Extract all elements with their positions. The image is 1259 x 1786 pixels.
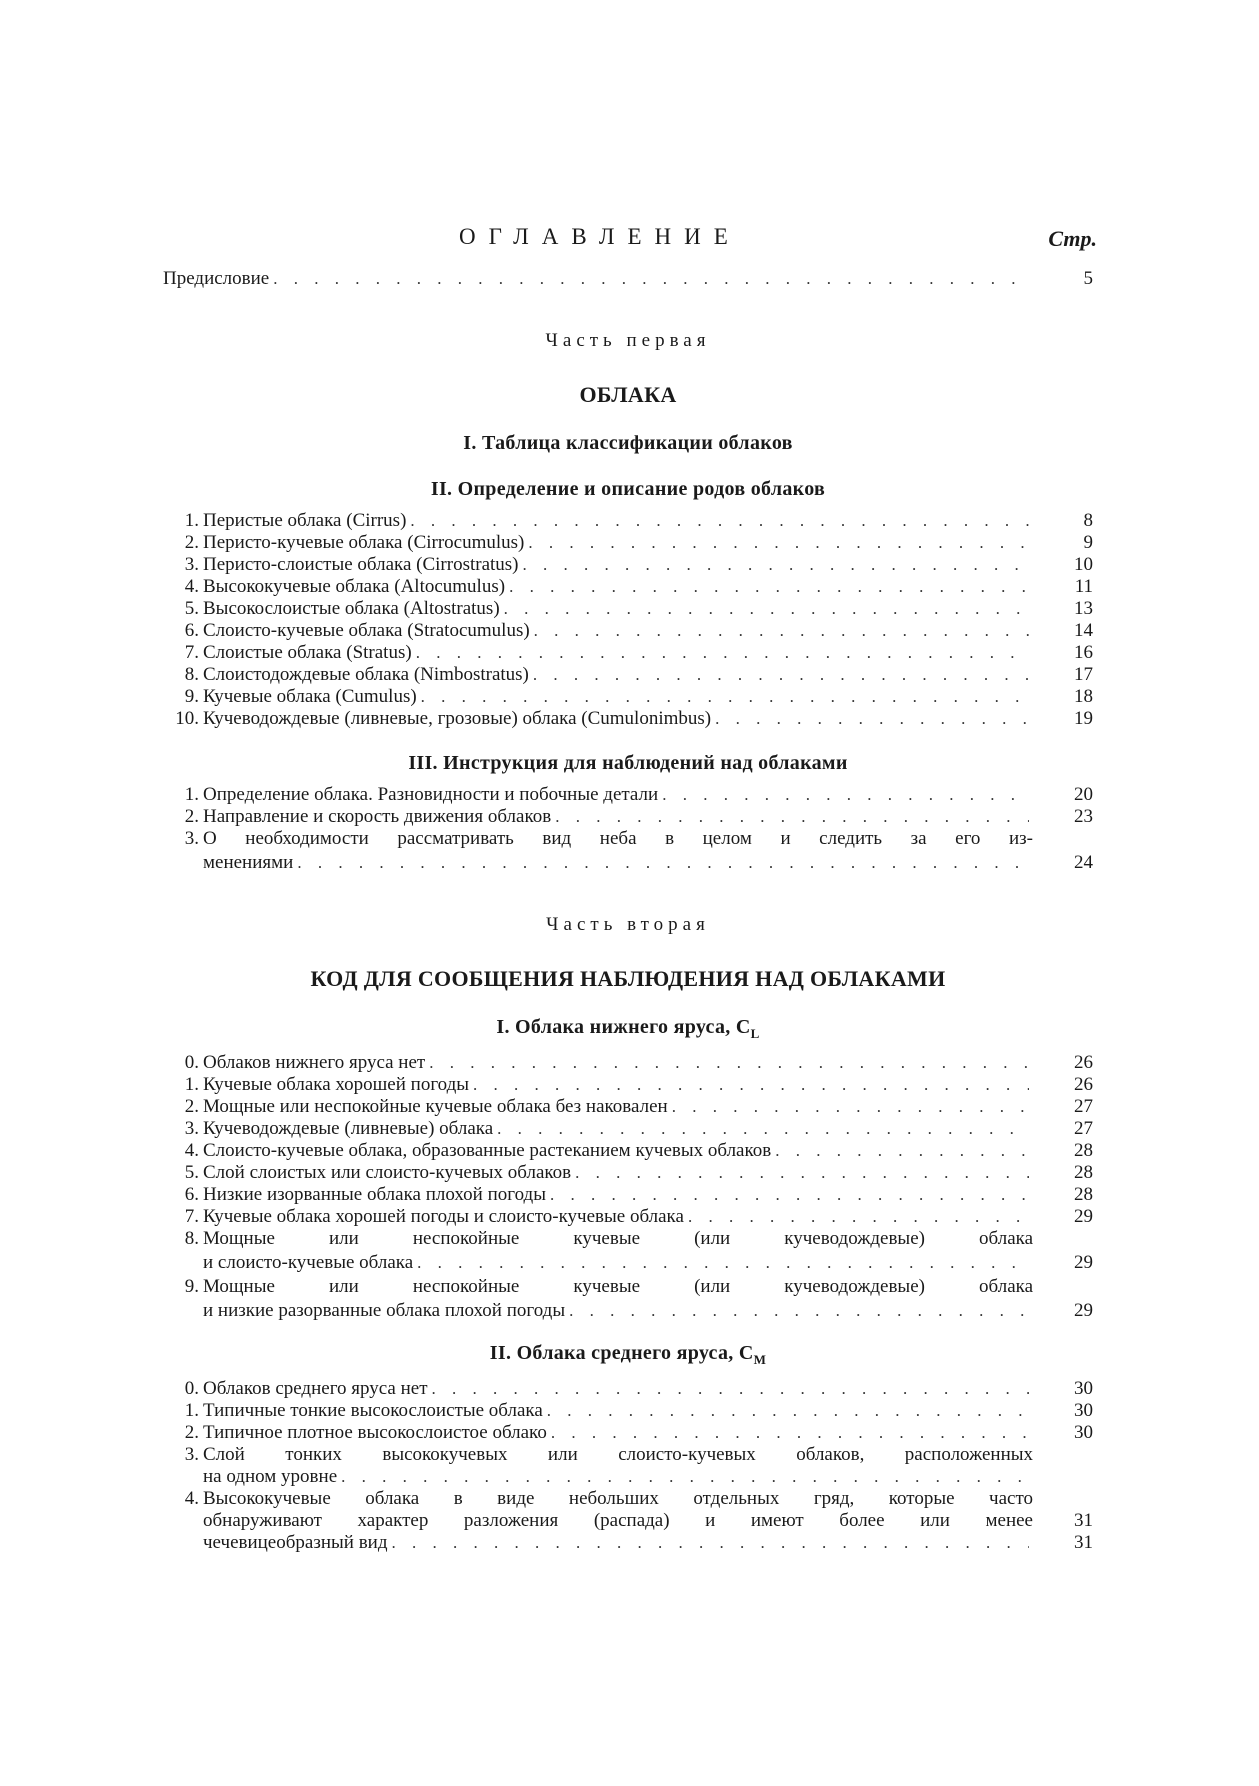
section-heading-subscript: L: [750, 1026, 760, 1041]
section-heading-subscript: M: [753, 1352, 767, 1367]
entry-text: менениями: [203, 852, 294, 873]
leader-dots: [551, 1422, 1029, 1444]
toc-entry[interactable]: [163, 1118, 1093, 1140]
entry-text: Слой слоистых или слоисто-кучевых облаков: [203, 1162, 572, 1183]
leader-dots: [569, 1300, 1029, 1322]
entry-number: 4.: [184, 1488, 199, 1509]
entry-number: 9.: [184, 1276, 199, 1297]
entry-number: 2.: [184, 1096, 199, 1117]
toc-entry[interactable]: [163, 1400, 1093, 1422]
entry-page: 17: [1074, 664, 1093, 685]
toc-entry[interactable]: [163, 708, 1093, 730]
leader-dots: [523, 554, 1029, 576]
entry-text: на одном уровне: [203, 1466, 338, 1487]
entry-text: О необходимости рассматривать вид неба в целом и следить за его из-: [203, 828, 1033, 849]
section-heading[interactable]: I. Таблица классификации облаков: [463, 432, 793, 454]
entry-text: Слоистодождевые облака (Nimbostratus): [203, 664, 529, 685]
entry-page: 19: [1074, 708, 1093, 729]
entry-number: 1.: [184, 784, 199, 805]
toc-entry-continuation[interactable]: [163, 852, 1093, 874]
section-heading[interactable]: [163, 1342, 1093, 1368]
toc-entry-continuation[interactable]: [163, 1466, 1093, 1488]
entry-page: 27: [1074, 1118, 1093, 1139]
entry-page: 31: [1074, 1510, 1093, 1531]
toc-entry[interactable]: [163, 1488, 1093, 1510]
entry-text: Слоисто-кучевые облака, образованные растеканием кучевых облаков: [203, 1140, 772, 1161]
entry-page: 28: [1074, 1184, 1093, 1205]
entry-text: обнаруживают характер разложения (распада) и имеют более или менее: [203, 1510, 1033, 1531]
entry-page: 29: [1074, 1252, 1093, 1273]
toc-entry[interactable]: [163, 620, 1093, 642]
leader-dots: [421, 686, 1029, 708]
part-title: КОД ДЛЯ СООБЩЕНИЯ НАБЛЮДЕНИЯ НАД ОБЛАКАМИ: [310, 966, 946, 991]
entry-number: 4.: [184, 1140, 199, 1161]
leader-dots: [575, 1162, 1029, 1184]
entry-text: Кучеводождевые (ливневые, грозовые) облака (Cumulonimbus): [203, 708, 712, 729]
entry-text: Типичные тонкие высокослоистые облака: [203, 1400, 543, 1421]
toc-entry[interactable]: [163, 1206, 1093, 1228]
leader-dots: [775, 1140, 1029, 1162]
entry-text: Низкие изорванные облака плохой погоды: [203, 1184, 546, 1205]
entry-number: 3.: [184, 1118, 199, 1139]
entry-text: Кучевые облака (Cumulus): [203, 686, 417, 707]
entry-text: Типичное плотное высокослоистое облако: [203, 1422, 547, 1443]
leader-dots: [497, 1118, 1029, 1140]
entry-number: 7.: [184, 642, 199, 663]
section-heading[interactable]: III. Инструкция для наблюдений над облаками: [408, 752, 848, 774]
toc-entry[interactable]: [163, 1074, 1093, 1096]
entry-text: Слой тонких высококучевых или слоисто-кучевых облаков, расположенных: [203, 1444, 1033, 1465]
entry-page: 24: [1074, 852, 1093, 873]
entry-text: Перистые облака (Cirrus): [203, 510, 407, 531]
entry-page: 30: [1074, 1400, 1093, 1421]
leader-dots: [528, 532, 1029, 554]
leader-dots: [550, 1184, 1029, 1206]
entry-page: 9: [1083, 532, 1093, 553]
toc-page: [163, 0, 1097, 1786]
entry-page: 29: [1074, 1300, 1093, 1321]
toc-entry-continuation[interactable]: [163, 1532, 1093, 1554]
toc-entry[interactable]: [163, 664, 1093, 686]
entry-page: 14: [1074, 620, 1093, 641]
entry-number: 6.: [184, 620, 199, 641]
toc-entry[interactable]: [163, 1276, 1093, 1298]
toc-entry-preface[interactable]: [163, 268, 1093, 290]
entry-text: Мощные или неспокойные кучевые облака без наковален: [203, 1096, 668, 1117]
leader-dots: [417, 1252, 1029, 1274]
leader-dots: [547, 1400, 1029, 1422]
toc-entry[interactable]: [163, 1052, 1093, 1074]
entry-number: 6.: [184, 1184, 199, 1205]
entry-number: 5.: [184, 598, 199, 619]
entry-number: 9.: [184, 686, 199, 707]
entry-number: 3.: [184, 1444, 199, 1465]
entry-number: 7.: [184, 1206, 199, 1227]
entry-page: 30: [1074, 1378, 1093, 1399]
leader-dots: [273, 268, 1029, 290]
entry-text: Перисто-слоистые облака (Cirrostratus): [203, 554, 519, 575]
toc-header: [163, 224, 1097, 254]
entry-page: 23: [1074, 806, 1093, 827]
entry-page: 27: [1074, 1096, 1093, 1117]
leader-dots: [504, 598, 1029, 620]
entry-number: 2.: [184, 1422, 199, 1443]
entry-number: 1.: [184, 1400, 199, 1421]
leader-dots: [392, 1532, 1029, 1554]
leader-dots: [533, 664, 1029, 686]
entry-number: 8.: [184, 664, 199, 685]
toc-entry[interactable]: [163, 1162, 1093, 1184]
section-heading[interactable]: II. Определение и описание родов облаков: [430, 478, 826, 500]
toc-entry[interactable]: [163, 1140, 1093, 1162]
leader-dots: [297, 852, 1029, 874]
entry-number: 0.: [184, 1378, 199, 1399]
toc-entry[interactable]: [163, 1378, 1093, 1400]
toc-entry[interactable]: [163, 532, 1093, 554]
entry-text: Высокослоистые облака (Altostratus): [203, 598, 500, 619]
toc-entry[interactable]: [163, 686, 1093, 708]
toc-entry[interactable]: [163, 784, 1093, 806]
toc-entry[interactable]: [163, 1422, 1093, 1444]
part-title: ОБЛАКА: [579, 382, 677, 407]
leader-dots: [672, 1096, 1029, 1118]
entry-page: 8: [1083, 510, 1093, 531]
toc-entry[interactable]: [163, 576, 1093, 598]
leader-dots: [662, 784, 1029, 806]
entry-page: 11: [1074, 576, 1093, 597]
toc-entry[interactable]: [163, 642, 1093, 664]
entry-page: 26: [1074, 1052, 1093, 1073]
entry-page: 20: [1074, 784, 1093, 805]
entry-text: Кучевые облака хорошей погоды и слоисто-кучевые облака: [203, 1206, 684, 1227]
entry-page: 28: [1074, 1140, 1093, 1161]
entry-text: Кучеводождевые (ливневые) облака: [203, 1118, 494, 1139]
entry-page: 31: [1074, 1532, 1093, 1553]
section-heading-text: I. Облака нижнего яруса, C: [496, 1016, 751, 1038]
entry-text: Высококучевые облака (Altocumulus): [203, 576, 506, 597]
entry-number: 2.: [184, 806, 199, 827]
entry-page: 30: [1074, 1422, 1093, 1443]
entry-number: 2.: [184, 532, 199, 553]
entry-text: чечевицеобразный вид: [203, 1532, 388, 1553]
entry-number: 5.: [184, 1162, 199, 1183]
leader-dots: [509, 576, 1029, 598]
entry-text: Слоисто-кучевые облака (Stratocumulus): [203, 620, 530, 641]
entry-page: 18: [1074, 686, 1093, 707]
leader-dots: [429, 1052, 1029, 1074]
entry-text: Мощные или неспокойные кучевые (или кучеводождевые) облака: [203, 1276, 1033, 1297]
entry-number: 10.: [175, 708, 199, 729]
toc-entry[interactable]: [163, 1444, 1093, 1466]
leader-dots: [715, 708, 1029, 730]
leader-dots: [534, 620, 1029, 642]
toc-entry[interactable]: [163, 554, 1093, 576]
entry-number: 3.: [184, 828, 199, 849]
entry-page: 13: [1074, 598, 1093, 619]
page-column-label: Стр.: [1048, 226, 1097, 251]
entry-number: 1.: [184, 1074, 199, 1095]
section-heading-text: II. Облака среднего яруса, C: [489, 1342, 754, 1364]
entry-page: 28: [1074, 1162, 1093, 1183]
leader-dots: [341, 1466, 1029, 1488]
entry-text: Кучевые облака хорошей погоды: [203, 1074, 470, 1095]
entry-text: Перисто-кучевые облака (Cirrocumulus): [203, 532, 525, 553]
entry-text: Направление и скорость движения облаков: [203, 806, 552, 827]
leader-dots: [410, 510, 1029, 532]
entry-text: и низкие разорванные облака плохой погоды: [203, 1300, 566, 1321]
entry-page: 16: [1074, 642, 1093, 663]
entry-text: Слоистые облака (Stratus): [203, 642, 412, 663]
part-label: Часть первая: [545, 330, 711, 351]
entry-page: 29: [1074, 1206, 1093, 1227]
toc-entry-continuation[interactable]: [163, 1300, 1093, 1322]
leader-dots: [555, 806, 1029, 828]
entry-text: Облаков среднего яруса нет: [203, 1378, 428, 1399]
leader-dots: [473, 1074, 1029, 1096]
toc-entry[interactable]: [163, 510, 1093, 532]
leader-dots: [432, 1378, 1029, 1400]
entry-text: Определение облака. Разновидности и побочные детали: [203, 784, 659, 805]
section-heading[interactable]: [163, 1016, 1093, 1042]
toc-entry[interactable]: [163, 1096, 1093, 1118]
toc-entry[interactable]: [163, 1228, 1093, 1250]
entry-number: 3.: [184, 554, 199, 575]
entry-text: и слоисто-кучевые облака: [203, 1252, 414, 1273]
page-title: ОГЛАВЛЕНИЕ: [459, 224, 741, 249]
entry-text: Мощные или неспокойные кучевые (или кучеводождевые) облака: [203, 1228, 1033, 1249]
leader-dots: [688, 1206, 1029, 1228]
entry-page: 10: [1074, 554, 1093, 575]
leader-dots: [416, 642, 1029, 664]
entry-number: 1.: [184, 510, 199, 531]
toc-entry-continuation[interactable]: [163, 1510, 1093, 1532]
toc-entry[interactable]: [163, 598, 1093, 620]
entry-text: Облаков нижнего яруса нет: [203, 1052, 426, 1073]
entry-text: Предисловие: [163, 268, 270, 289]
entry-page: 5: [1083, 268, 1093, 289]
entry-page: 26: [1074, 1074, 1093, 1095]
entry-number: 0.: [184, 1052, 199, 1073]
entry-number: 4.: [184, 576, 199, 597]
toc-entry[interactable]: [163, 1184, 1093, 1206]
toc-entry[interactable]: [163, 806, 1093, 828]
entry-number: 8.: [184, 1228, 199, 1249]
entry-text: Высококучевые облака в виде небольших отдельных гряд, которые часто: [203, 1488, 1033, 1509]
toc-entry[interactable]: [163, 828, 1093, 850]
toc-entry-continuation[interactable]: [163, 1252, 1093, 1274]
part-label: Часть вторая: [546, 914, 710, 935]
